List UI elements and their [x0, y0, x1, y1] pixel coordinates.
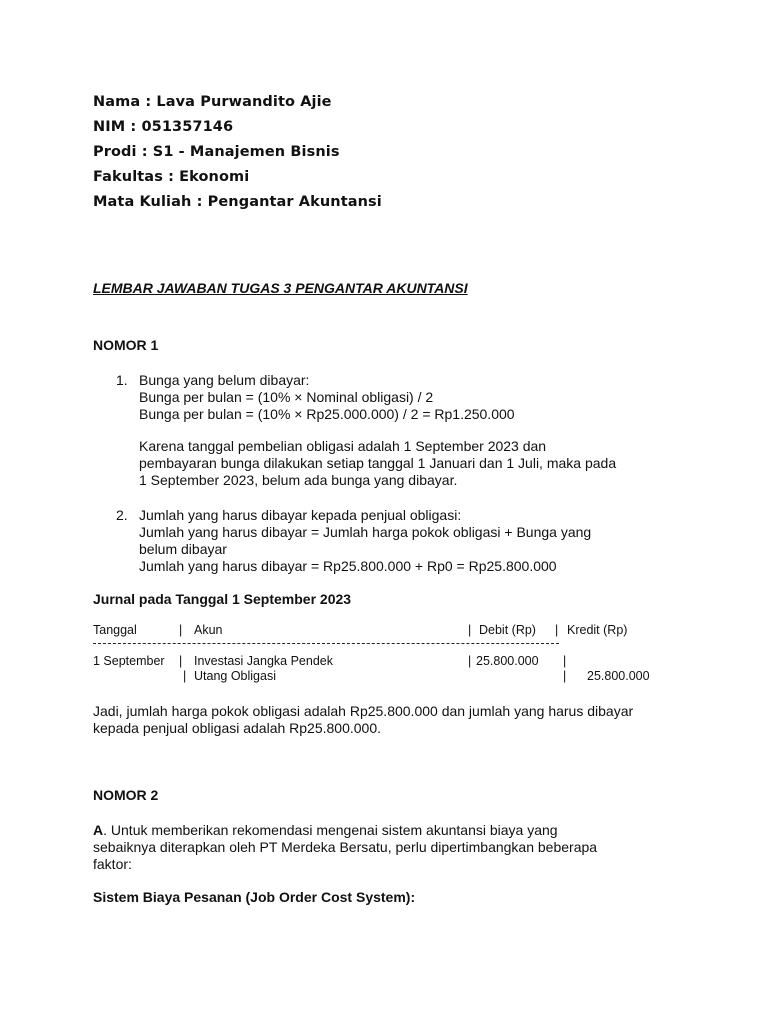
item-1-number: 1.	[116, 372, 128, 388]
document-title: LEMBAR JAWABAN TUGAS 3 PENGANTAR AKUNTANSI	[93, 280, 468, 296]
nomor-2-a-line: . Untuk memberikan rekomendasi mengenai sistem akuntansi biaya yang	[103, 822, 558, 838]
nomor-2-heading: NOMOR 2	[93, 787, 159, 803]
journal-table	[93, 623, 673, 693]
journal-row2-kredit: 25.800.000	[587, 669, 650, 683]
item-1-line: Bunga per bulan = (10% × Rp25.000.000) / 2 = Rp1.250.000	[139, 406, 515, 422]
student-name: Nama : Lava Purwandito Ajie	[93, 94, 332, 110]
student-info	[93, 90, 382, 215]
journal-separator: |	[468, 623, 472, 637]
item-2-line: Jumlah yang harus dibayar kepada penjual obligasi:	[139, 507, 462, 523]
journal-divider	[93, 643, 559, 644]
journal-row2-account: Utang Obligasi	[194, 669, 276, 683]
nomor-2-a-label: A	[93, 822, 104, 838]
student-nim: NIM : 051357146	[93, 119, 234, 135]
nomor-2-a-line: sebaiknya diterapkan oleh PT Merdeka Bersatu, perlu dipertimbangkan beberapa	[93, 839, 598, 855]
item-1-content	[139, 372, 679, 423]
journal-header-akun: Akun	[194, 623, 223, 637]
item-2-number: 2.	[116, 507, 128, 523]
journal-separator: |	[468, 654, 472, 668]
item-1-line: Bunga yang belum dibayar:	[139, 372, 310, 388]
item-2-line: Jumlah yang harus dibayar = Jumlah harga pokok obligasi + Bunga yang	[139, 524, 592, 540]
journal-heading: Jurnal pada Tanggal 1 September 2023	[93, 591, 352, 607]
item-2-line: Jumlah yang harus dibayar = Rp25.800.000 + Rp0 = Rp25.800.000	[139, 558, 557, 574]
student-prodi: Prodi : S1 - Manajemen Bisnis	[93, 144, 340, 160]
journal-separator: |	[179, 654, 183, 668]
journal-header-tanggal: Tanggal	[93, 623, 137, 637]
journal-header-kredit: Kredit (Rp)	[567, 623, 628, 637]
item-1-para-line: 1 September 2023, belum ada bunga yang dibayar.	[139, 472, 458, 488]
nomor-1-heading: NOMOR 1	[93, 337, 159, 353]
job-order-cost-heading: Sistem Biaya Pesanan (Job Order Cost System):	[93, 889, 416, 905]
journal-row1-date: 1 September	[93, 654, 165, 668]
item-1-para-line: pembayaran bunga dilakukan setiap tanggal 1 Januari dan 1 Juli, maka pada	[139, 455, 617, 471]
student-mata-kuliah: Mata Kuliah : Pengantar Akuntansi	[93, 194, 382, 210]
conclusion-line: kepada penjual obligasi adalah Rp25.800.000.	[93, 720, 382, 736]
journal-separator: |	[179, 623, 183, 637]
journal-separator: |	[555, 623, 559, 637]
item-2-line: belum dibayar	[139, 541, 227, 557]
conclusion-line: Jadi, jumlah harga pokok obligasi adalah Rp25.800.000 dan jumlah yang harus dibayar	[93, 703, 634, 719]
journal-separator: |	[563, 654, 567, 668]
journal-separator: |	[563, 669, 567, 683]
journal-separator: |	[183, 669, 187, 683]
nomor-2-a-line: faktor:	[93, 856, 132, 872]
journal-row1-account: Investasi Jangka Pendek	[194, 654, 333, 668]
item-1-line: Bunga per bulan = (10% × Nominal obligasi) / 2	[139, 389, 434, 405]
item-2-content	[139, 507, 679, 575]
nomor-2-a-paragraph	[93, 822, 597, 873]
journal-header-debit: Debit (Rp)	[479, 623, 536, 637]
item-1-para-line: Karena tanggal pembelian obligasi adalah 1 September 2023 dan	[139, 438, 547, 454]
conclusion-paragraph	[93, 703, 633, 737]
student-fakultas: Fakultas : Ekonomi	[93, 169, 250, 185]
journal-row1-debit: 25.800.000	[476, 654, 539, 668]
item-1-paragraph	[139, 438, 679, 489]
